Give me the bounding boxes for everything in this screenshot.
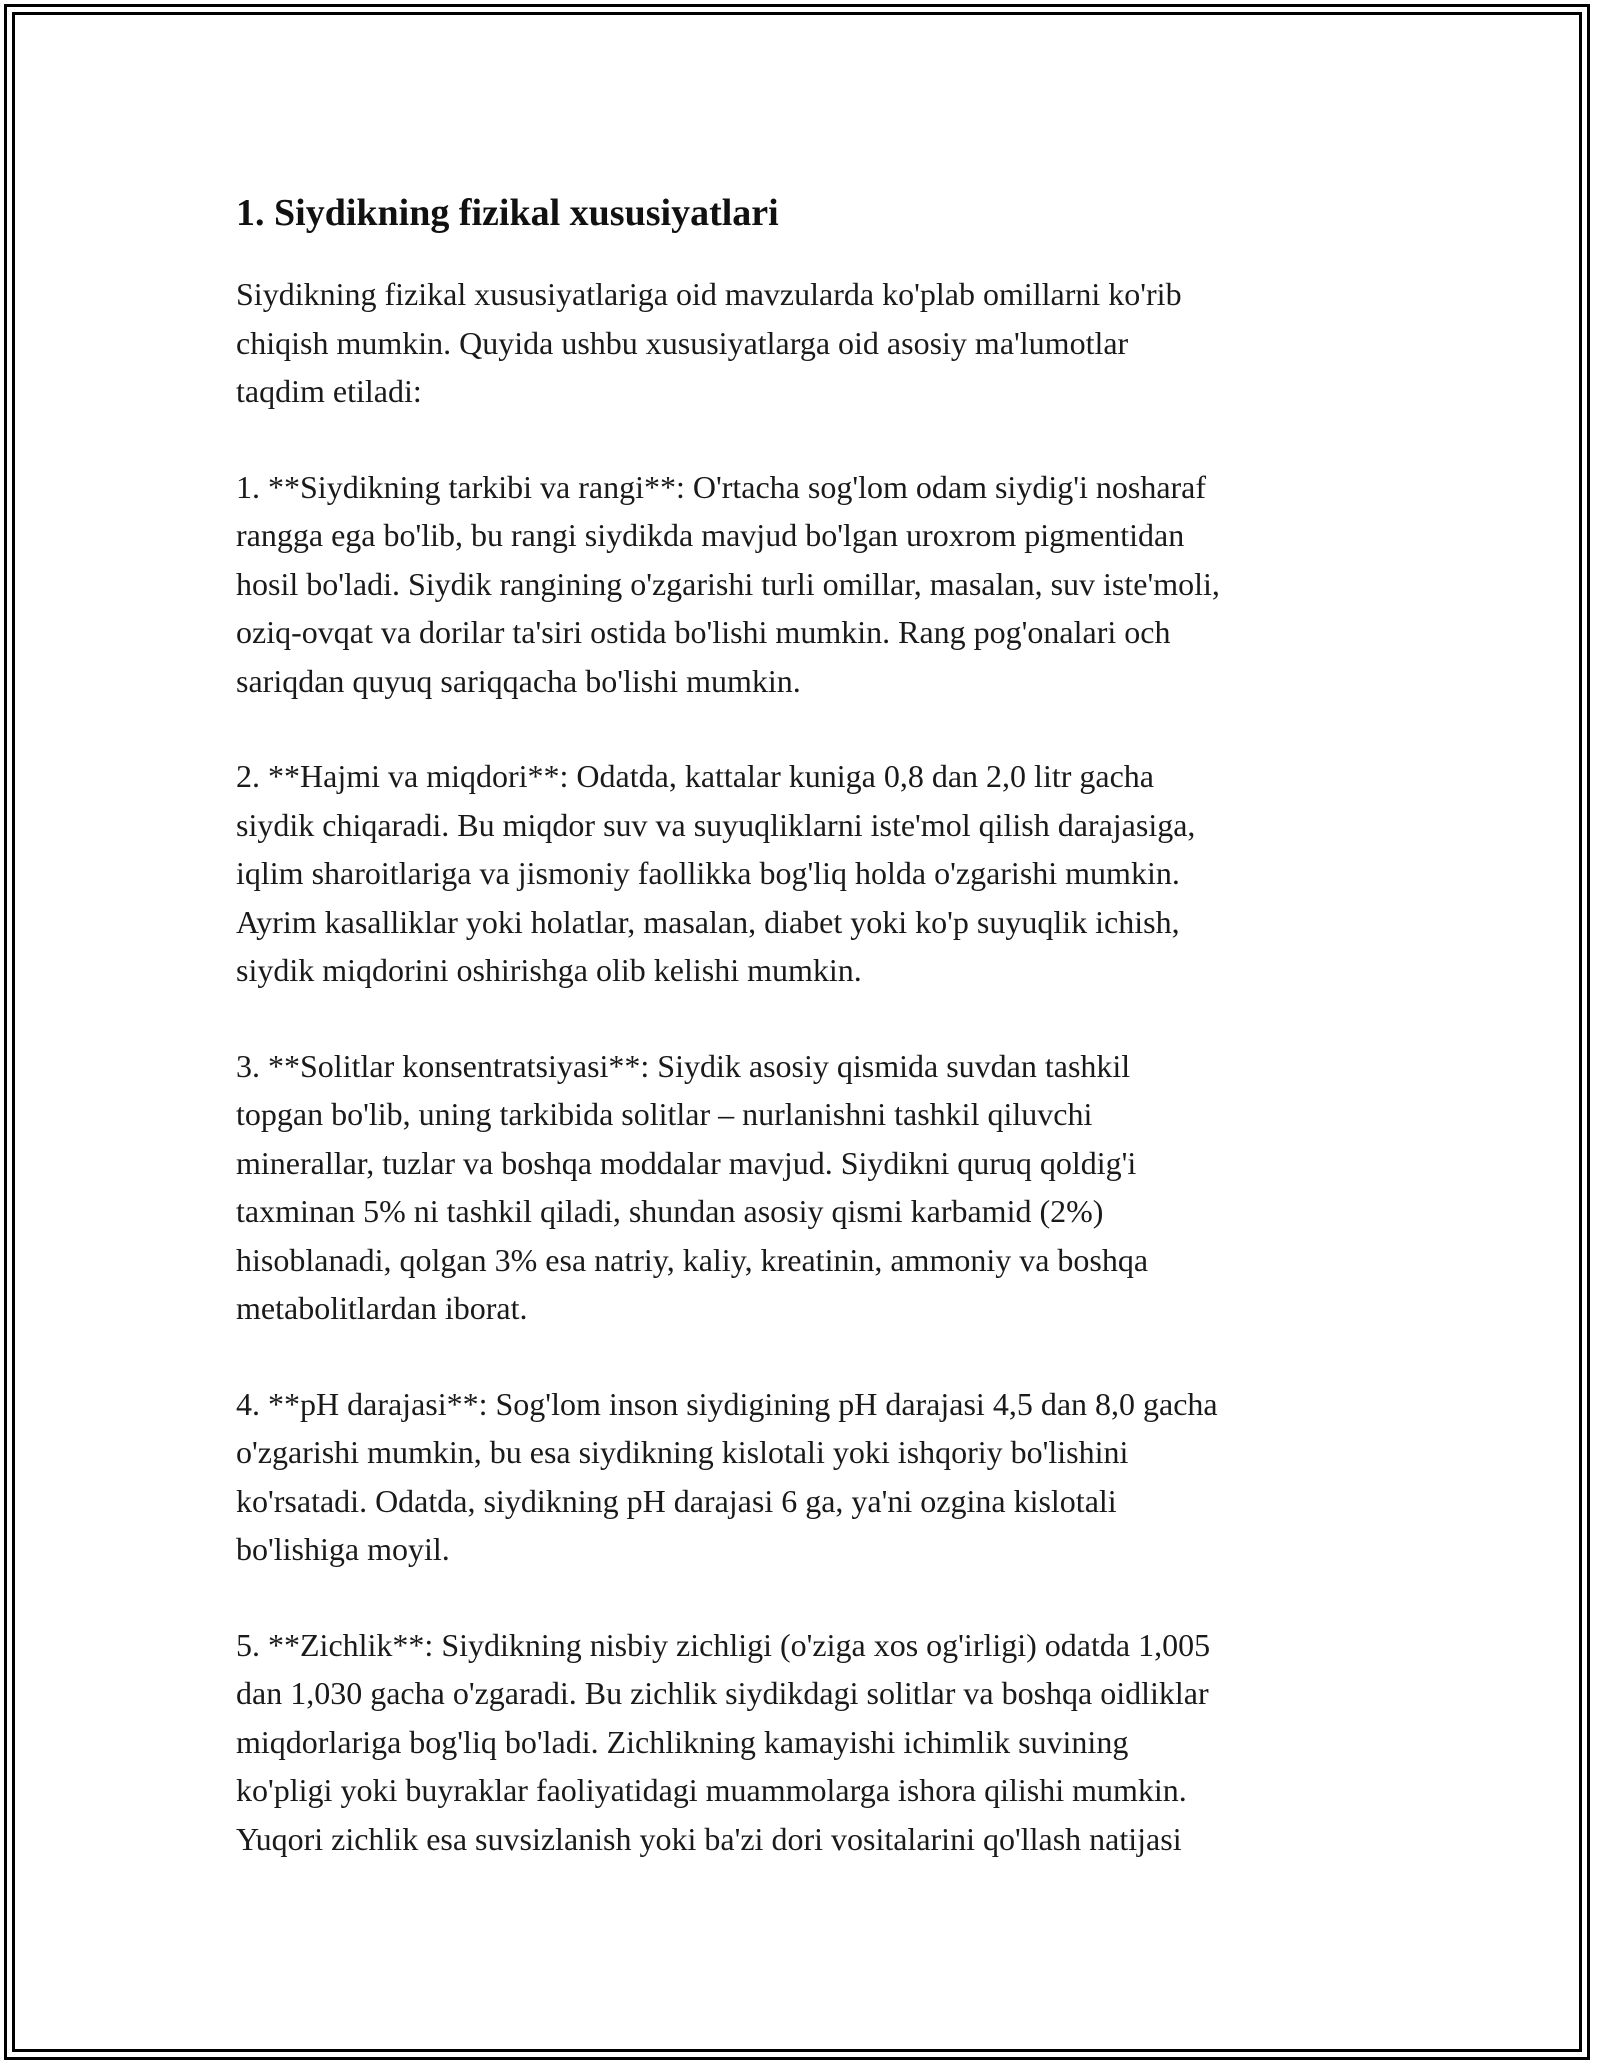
paragraph-solutes: 3. **Solitlar konsentratsiyasi**: Siydik asosiy qismida suvdan tashkil topgan bo'lib, uning tarkibida solitlar – nurlanishni tashkil qiluvchi minerallar, tuzlar va boshqa moddalar mavjud. Siydikni quruq qoldig'i taxminan 5% ni tashkil qiladi, shundan asosiy qismi karbamid (2%) hisoblanadi, qolgan 3% esa natriy, kaliy, kreatinin, ammoniy va boshqa metabolitlardan iborat. [236,1047,1149,1326]
paragraph-volume: 2. **Hajmi va miqdori**: Odatda, kattalar kuniga 0,8 dan 2,0 litr gacha siydik chiqaradi. Bu miqdor suv va suyuqliklarni iste'mol qilish darajasiga, iqlim sharoitlariga va jismoniy faollikka bog'liq holda o'zgarishi mumkin. Ayrim kasalliklar yoki holatlar, masalan, diabet yoki ko'p suyuqlik ichish, siydik miqdorini oshirishga olib kelishi mumkin. [236,758,1196,988]
paragraph-ph: 4. **pH darajasi**: Sog'lom inson siydigining pH darajasi 4,5 dan 8,0 gacha o'zgarishi mumkin, bu esa siydikning kislotali yoki ishqoriy bo'lishini ko'rsatadi. Odatda, siydikning pH darajasi 6 ga, ya'ni ozgina kislotali bo'lishiga moyil. [236,1385,1218,1567]
intro-paragraph: Siydikning fizikal xususiyatlariga oid mavzularda ko'plab omillarni ko'rib chiqish mumkin. Quyida ushbu xususiyatlarga oid asosiy ma'lumotlar taqdim etiladi: [236,276,1182,409]
document-body [236,188,1376,1910]
paragraph-color: 1. **Siydikning tarkibi va rangi**: O'rtacha sog'lom odam siydig'i nosharaf rangga ega bo'lib, bu rangi siydikda mavjud bo'lgan uroxrom pigmentidan hosil bo'ladi. Siydik rangining o'zgarishi turli omillar, masalan, suv iste'moli, oziq-ovqat va dorilar ta'siri ostida bo'lishi mumkin. Rang pog'onalari och sariqdan quyuq sariqqacha bo'lishi mumkin. [236,468,1220,699]
section-heading: 1. Siydikning fizikal xususiyatlari [236,192,779,234]
paragraph-density: 5. **Zichlik**: Siydikning nisbiy zichligi (o'ziga xos og'irligi) odatda 1,005 dan 1,030 gacha o'zgaradi. Bu zichlik siydikdagi solitlar va boshqa oidliklar miqdorlariga bog'liq bo'ladi. Zichlikning kamayishi ichimlik suvining ko'pligi yoki buyraklar faoliyatidagi muammolarga ishora qilishi mumkin. Yuqori zichlik esa suvsizlanish yoki ba'zi dori vositalarini qo'llash natijasi [236,1626,1211,1857]
